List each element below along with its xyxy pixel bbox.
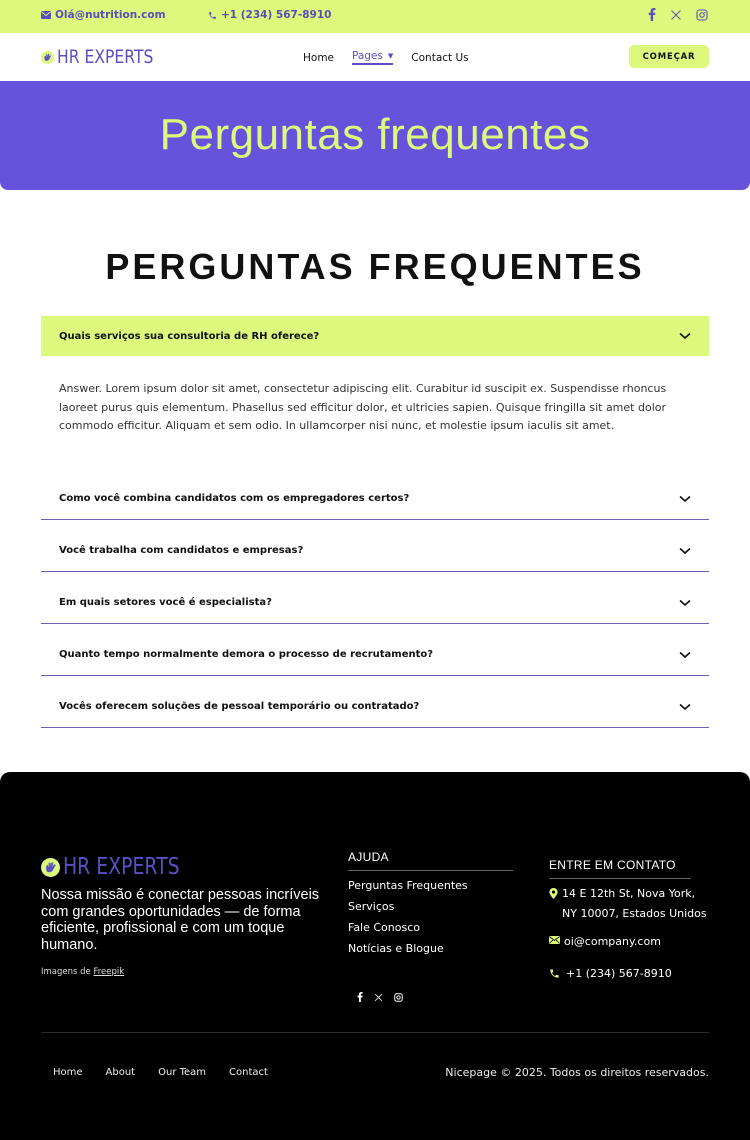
contact-info [549, 884, 712, 984]
credit-prefix: Imagens de [41, 967, 91, 977]
faq-question[interactable] [41, 479, 709, 519]
chevron-down-icon [679, 495, 691, 503]
footer-link-faq[interactable]: Perguntas Frequentes [348, 879, 468, 892]
contact-email[interactable] [549, 932, 712, 952]
chevron-down-icon [679, 599, 691, 607]
faq-item [41, 583, 709, 624]
chevron-down-icon [679, 703, 691, 711]
logo[interactable] [41, 46, 175, 68]
faq-answer: Answer. Lorem ipsum dolor sit amet, consectetur adipiscing elit. Curabitur id suscipit ex. Suspendisse rhoncus laoreet purus quis elementum. Phasellus sed efficitur dolor, et ultricies sapien. Quisque fringilla sit amet dolor commodo efficitur. Aliquam et sem odio. In ullamcorper nisi nunc, et molestie ipsum iaculis sit amet. [59, 382, 667, 432]
facebook-icon[interactable] [357, 992, 363, 1002]
footer-social-links [357, 992, 403, 1002]
faq-section-title: PERGUNTAS FREQUENTES [105, 246, 645, 287]
footer-nav-contact[interactable]: Contact [229, 1067, 268, 1078]
faq-accordion [41, 316, 709, 728]
contact-email-text: oi@company.com [564, 935, 661, 948]
faq-question-text: Como você combina candidatos com os empregadores certos? [59, 493, 410, 504]
faq-item [41, 479, 709, 520]
top-bar [0, 0, 750, 33]
faq-question-text: Vocês oferecem soluções de pessoal temporário ou contratado? [59, 701, 420, 712]
topbar-email[interactable] [41, 9, 166, 21]
faq-item [41, 531, 709, 572]
faq-question-text: Em quais setores você é especialista? [59, 597, 272, 608]
faq-question-text: Quanto tempo normalmente demora o processo de recrutamento? [59, 649, 434, 660]
footer-link-services[interactable]: Serviços [348, 900, 395, 913]
contact-column-title: ENTRE EM CONTATO [549, 858, 691, 879]
footer-link-news[interactable]: Notícias e Blogue [348, 942, 444, 955]
footer-nav-home[interactable]: Home [53, 1067, 83, 1078]
mission-statement: Nossa missão é conectar pessoas incríveis com grandes oportunidades — de forma eficiente, profissional e com um toque humano. [41, 887, 320, 953]
contact-address-text: 14 E 12th St, Nova York, NY 10007, Estados Unidos [562, 887, 707, 920]
copyright-text: Nicepage © 2025. Todos os direitos reservados. [445, 1066, 709, 1079]
footer-bottom-nav [53, 1067, 268, 1078]
contact-phone[interactable] [549, 964, 712, 984]
nav-home[interactable] [303, 50, 334, 65]
facebook-icon[interactable] [648, 8, 656, 21]
site-header [0, 33, 750, 81]
footer-logo-text: HR EXPERTS [63, 854, 180, 880]
topbar-social-links [648, 8, 708, 21]
topbar-phone[interactable] [208, 9, 331, 21]
envelope-icon [549, 936, 560, 944]
contact-address [549, 884, 712, 924]
faq-question-text: Você trabalha com candidatos e empresas? [59, 545, 304, 556]
nav-pages[interactable] [352, 50, 393, 65]
freepik-link[interactable]: Freepik [93, 967, 125, 977]
footer-nav-about[interactable]: About [105, 1067, 136, 1078]
hand-logo-icon [41, 51, 54, 64]
instagram-icon[interactable] [394, 993, 403, 1002]
chevron-down-icon: ▼ [387, 52, 394, 60]
site-footer [0, 772, 750, 1140]
hand-logo-icon [41, 858, 60, 877]
faq-item [41, 687, 709, 728]
chevron-down-icon [679, 547, 691, 555]
x-icon[interactable] [374, 993, 383, 1002]
faq-question[interactable] [41, 687, 709, 727]
get-started-button[interactable]: COMEÇAR [629, 45, 709, 68]
footer-logo[interactable] [41, 854, 205, 880]
faq-item [41, 635, 709, 676]
contact-phone-text: +1 (234) 567-8910 [566, 967, 672, 980]
footer-divider [41, 1032, 709, 1033]
logo-text: HR EXPERTS [57, 46, 154, 68]
faq-question[interactable] [41, 635, 709, 675]
faq-question-text: Quais serviços sua consultoria de RH oferece? [59, 330, 320, 342]
main-nav [303, 50, 469, 65]
footer-nav-our-team[interactable]: Our Team [158, 1067, 207, 1078]
chevron-down-icon [679, 651, 691, 659]
faq-question[interactable] [41, 583, 709, 623]
nav-pages-label: Pages [352, 50, 383, 62]
x-icon[interactable] [670, 9, 682, 21]
instagram-icon[interactable] [696, 9, 708, 21]
hero-title: Perguntas frequentes [159, 109, 591, 159]
faq-question[interactable] [41, 316, 709, 356]
help-column-title: AJUDA [348, 850, 513, 871]
faq-question[interactable] [41, 531, 709, 571]
phone-icon [549, 968, 560, 979]
image-credit [41, 967, 124, 977]
help-links [348, 878, 468, 956]
topbar-email-text: Olá@nutrition.com [55, 9, 166, 21]
chevron-down-icon [679, 332, 691, 340]
envelope-icon [41, 11, 51, 19]
nav-contact-us[interactable] [411, 50, 468, 65]
nav-home-label: Home [303, 51, 335, 64]
map-pin-icon [549, 888, 558, 899]
phone-icon [208, 11, 217, 20]
hero-banner [0, 81, 750, 190]
footer-link-contact[interactable]: Fale Conosco [348, 921, 420, 934]
topbar-phone-text: +1 (234) 567-8910 [221, 9, 332, 21]
nav-contact-label: Contact Us [411, 51, 469, 64]
faq-item [41, 316, 709, 468]
